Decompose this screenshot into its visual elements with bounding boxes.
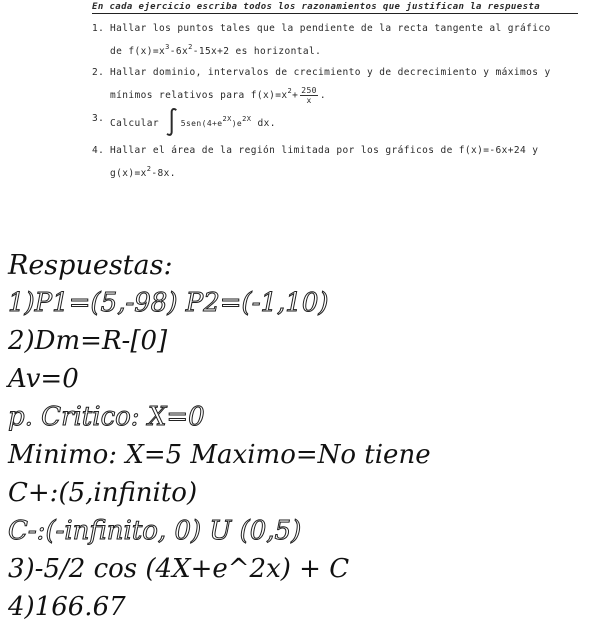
exponent: 2X [222,115,232,123]
text-calcular: Calcular [110,118,159,129]
exponent: 3 [165,43,170,51]
question-number: 4. [92,145,105,156]
integrand-part: 5sen(4+e [180,119,223,128]
answer-line-1: 1)P1=(5,-98) P2=(-1,10) [8,288,329,318]
answer-line-3: Av=0 [8,364,79,394]
exponent: 2X [242,115,252,123]
text-end: es horizontal. [235,46,322,57]
period: . [319,90,327,101]
answer-line-9: 4)166.67 [8,592,126,622]
question-formula-line [110,38,570,61]
formula-part: g(x)=x [110,168,147,179]
question-text: Hallar los puntos tales que la pendiente de la recta tangente al gráfico [110,23,551,34]
exponent: 2 [188,43,193,51]
answer-line-5: Minimo: X=5 Maximo=No tiene [8,440,431,470]
formula-part: -6x [169,46,189,57]
text-pre: mínimos relativos para [110,90,245,101]
exam-instructions: En cada ejercicio escriba todos los razonamientos que justifican la respuesta [92,2,578,14]
answer-line-8: 3)-5/2 cos (4X+e^2x) + C [8,554,350,584]
formula-part: f(x)=x [250,90,288,101]
formula-part: -15x+2 [192,46,230,57]
answer-line-7: C-:(-infinito, 0) U (0,5) [8,516,302,546]
question-number: 2. [92,67,105,78]
exponent: 2 [146,165,152,173]
answer-line-2: 2)Dm=R-[0] [8,326,168,356]
answer-line-6: C+:(5,infinito) [8,478,198,508]
answer-line-4: p. Critico: X=0 [8,402,205,432]
integrand-part: )e [231,119,243,128]
formula-part: f(x)=x [128,46,166,57]
formula-part: -8x. [151,168,176,179]
fraction-denominator: x [306,96,312,105]
question-number: 3. [92,113,105,124]
question-formula-line [110,82,570,105]
differential: dx. [257,118,276,129]
integral-sign: ∫ [165,107,179,138]
fraction-numerator: 250 [301,86,317,95]
question-number: 1. [92,23,105,34]
question-text: Hallar dominio, intervalos de crecimiento y de decrecimiento y máximos y [110,67,551,78]
plus-sign: + [292,90,299,101]
fraction [300,86,318,105]
question-formula-line [110,160,570,183]
answers-title: Respuestas: [8,250,173,281]
exponent: 2 [287,87,293,95]
text-de: de [110,46,123,57]
question-text: Hallar el área de la región limitada por los gráficos de f(x)=-6x+24 y [110,145,539,156]
exam-sheet [0,0,592,190]
